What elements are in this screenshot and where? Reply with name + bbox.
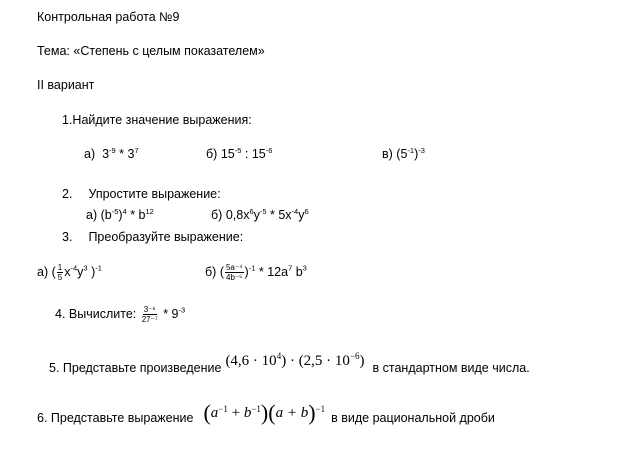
item-label: а): [86, 208, 98, 222]
item-label: а): [84, 147, 96, 161]
task2-item-b: б) $0,8x^6y^{-5} * 5x^{-4}y^6$: [211, 206, 309, 222]
task1-item-b: б) $15^{-5}$ : $15^{-6}$: [206, 145, 273, 161]
variant-label: II вариант: [37, 78, 95, 92]
task3-title: Преобразуйте выражение:: [88, 230, 244, 244]
task2-item-a: а) $(b^{-5})^4 * b^{12}$: [86, 206, 154, 222]
task3-heading: [62, 230, 243, 244]
task5-line: [49, 346, 530, 376]
task4-line: 4. Вычислите: $\frac{\text{3⁻⁶}}{\text{27⁻⁷}}$ * $9^{-3}$: [55, 305, 186, 324]
task5-suffix: в стандартном виде числа.: [372, 361, 530, 375]
task2-heading: [62, 187, 221, 201]
task1-title: 1.Найдите значение выражения:: [62, 113, 252, 127]
worksheet-title: Контрольная работа №9: [37, 10, 180, 24]
item-label: в): [382, 147, 393, 161]
fraction: $\frac{1}{5}$: [57, 263, 63, 282]
task6-prefix: 6. Представьте выражение: [37, 411, 194, 425]
task2-title: Упростите выражение:: [88, 187, 221, 201]
item-label: б): [205, 264, 217, 279]
fraction: $\frac{\text{5a⁻⁴}}{\text{4b⁻⁵}}$: [225, 263, 243, 282]
task6-line: [37, 398, 495, 428]
item-label: б): [206, 147, 218, 161]
item-label: а): [37, 264, 49, 279]
task1-item-a: а) $3^{-9} * 3^7$: [84, 145, 139, 161]
task3-item-b: б) ( $\frac{\text{5a⁻⁴}}{\text{4b⁻⁵}}$ )$^{-1} * 12a^7$ $b^3$: [205, 263, 307, 282]
item-label: б): [211, 208, 223, 222]
task6-suffix: в виде рациональной дроби: [331, 411, 495, 425]
topic-line: Тема: «Степень с целым показателем»: [37, 44, 265, 58]
task3-number: 3.: [62, 230, 73, 244]
task1-item-c: в) $(5^{-1})^{-3}$: [382, 145, 425, 161]
task5-formula: $(4,6 \cdot 10^4) \cdot (2,5 \cdot 10^{-6})$: [225, 350, 365, 369]
fraction: $\frac{\text{3⁻⁶}}{\text{27⁻⁷}}$: [141, 305, 158, 324]
task3-item-a: а) ( $\frac{1}{5}$ $x^{-4}y^3$ )$^{-1}$: [37, 263, 102, 282]
task4-title: 4. Вычислите:: [55, 306, 137, 321]
task6-formula: $(a^{-1} + b^{-1})(a + b)^{-1}$: [203, 400, 326, 425]
task5-prefix: 5. Представьте произведение: [49, 361, 222, 375]
task2-number: 2.: [62, 187, 73, 201]
